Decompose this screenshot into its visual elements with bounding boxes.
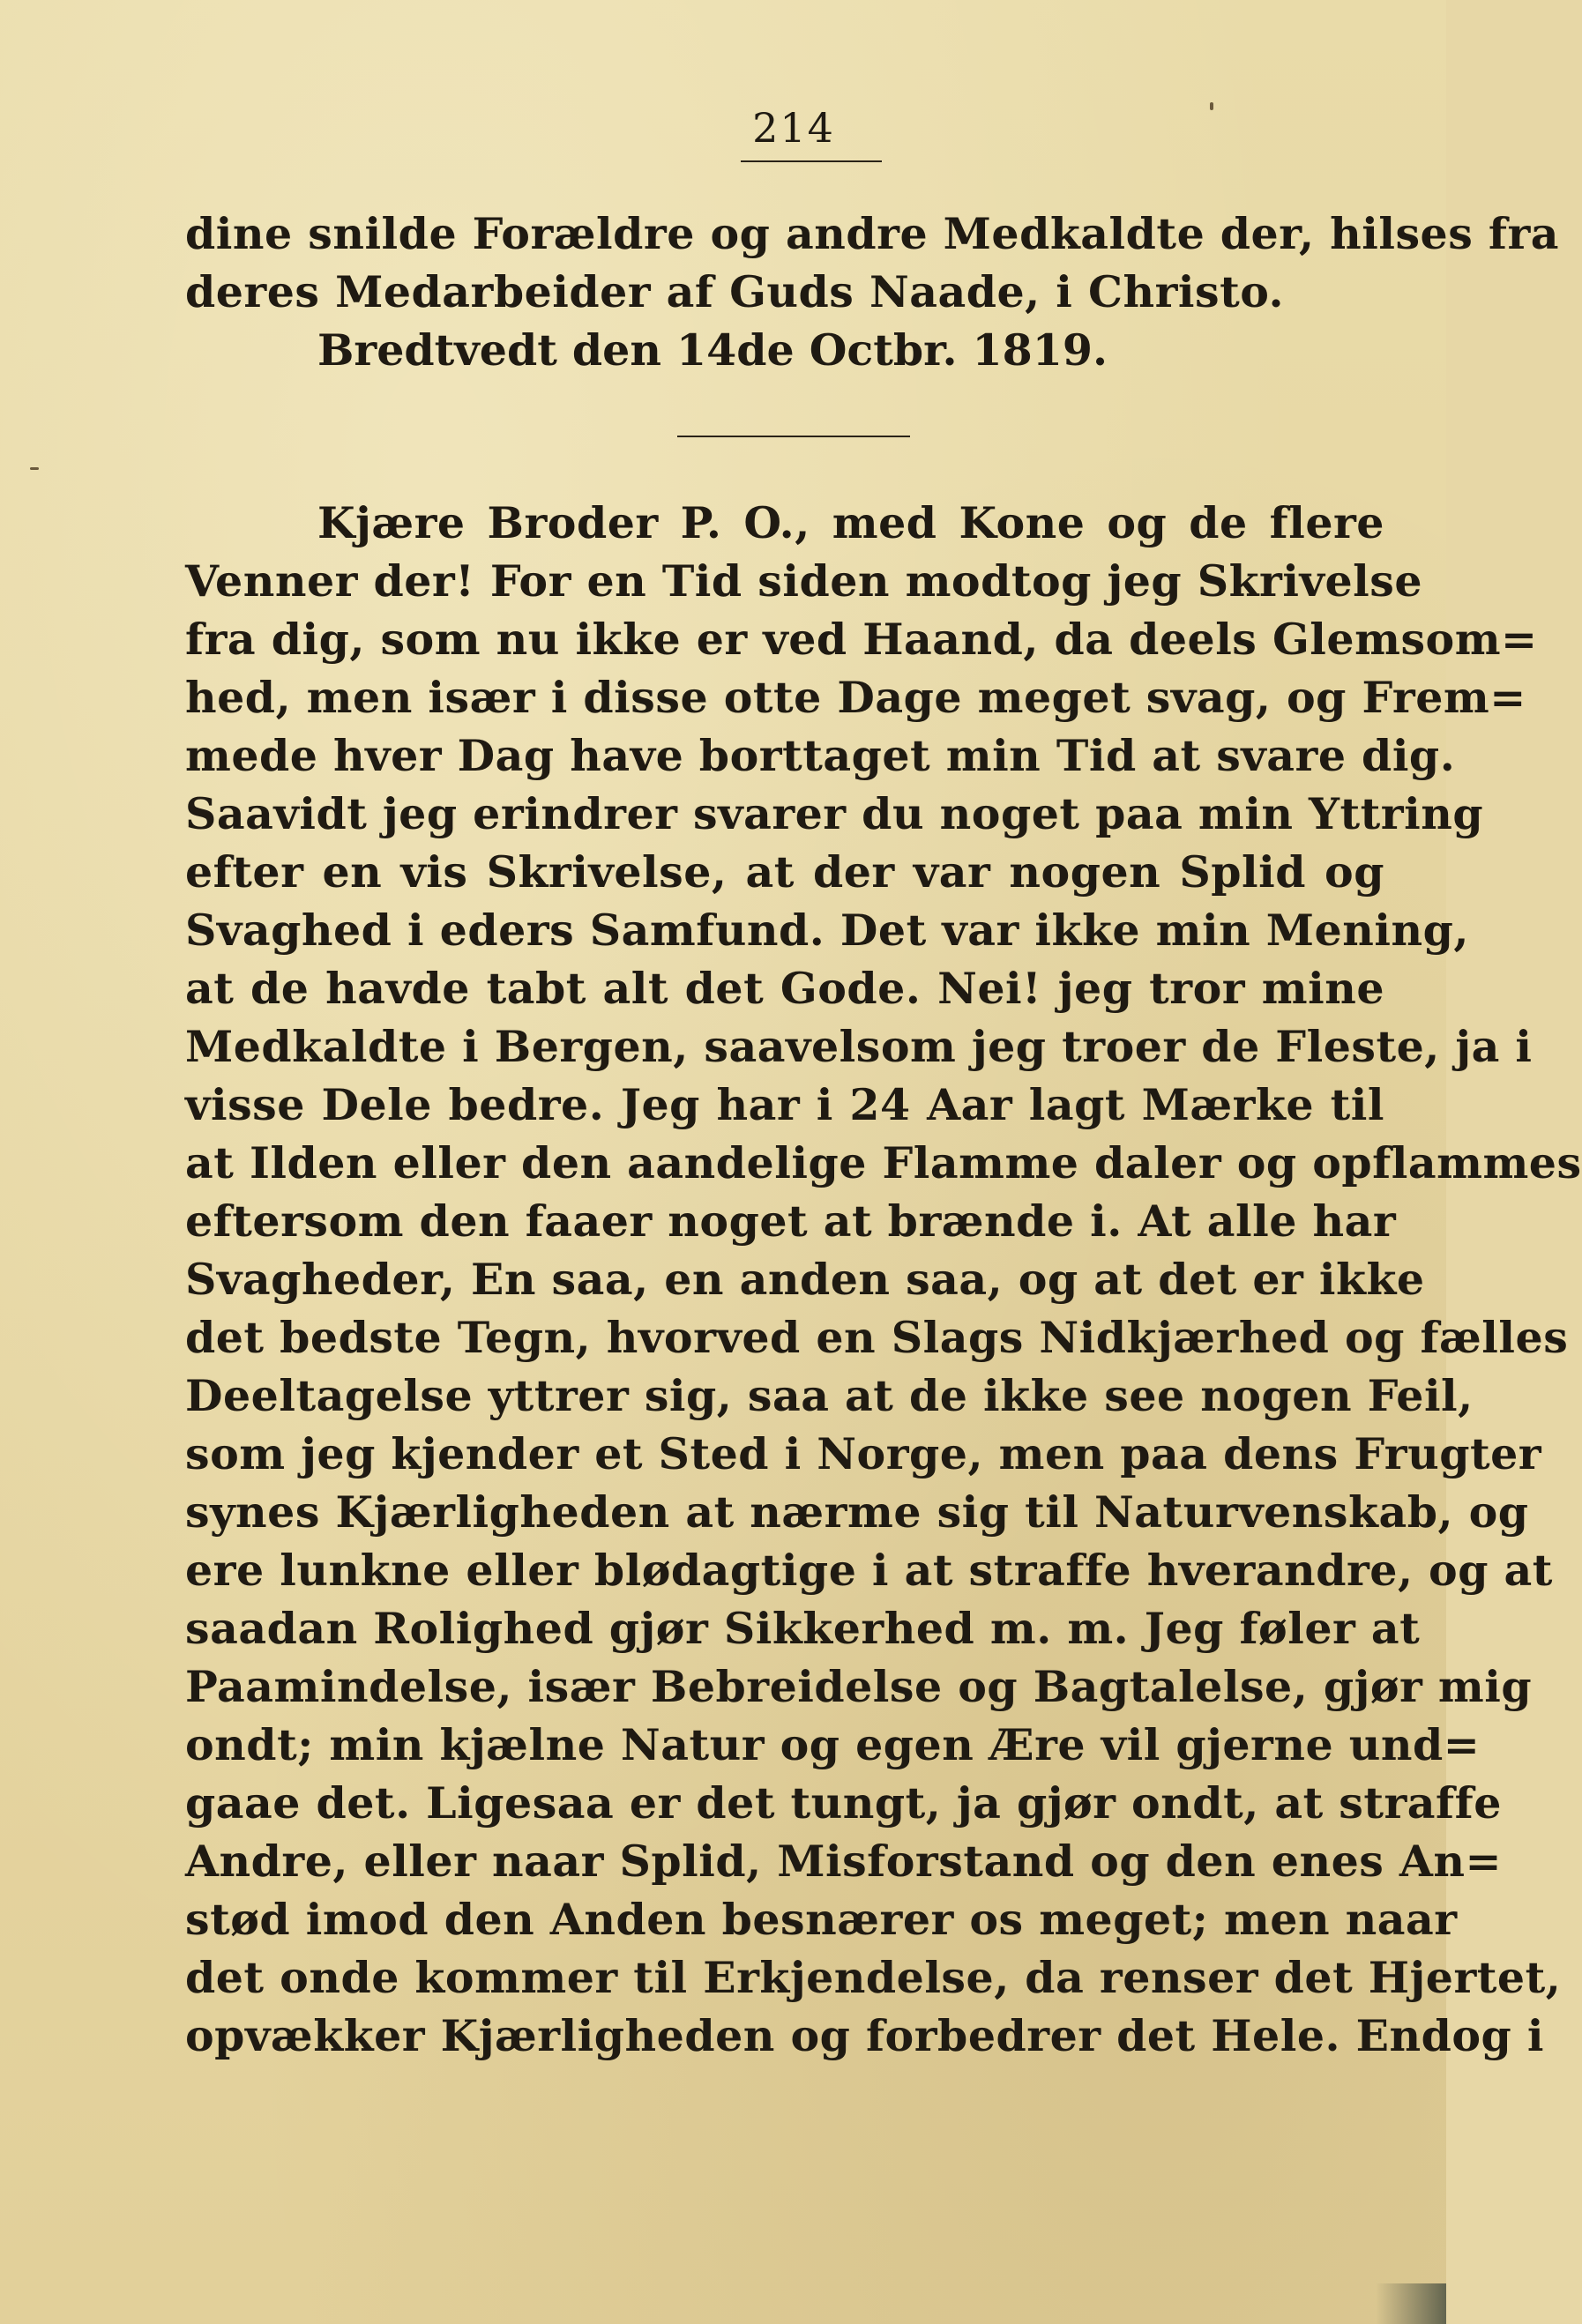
text-line: Andre, eller naar Splid, Misforstand og den enes An= xyxy=(185,1836,1503,1887)
text-line: Paamindelse, især Bebreidelse og Bagtalelse, gjør mig xyxy=(185,1661,1533,1712)
text-line: stød imod den Anden besnærer os meget; men naar xyxy=(185,1894,1458,1945)
salutation-line: Kjære Broder P. O., med Kone og de flere xyxy=(317,497,1384,548)
text-line: at de havde tabt alt det Gode. Nei! jeg tror mine xyxy=(185,963,1384,1014)
text-line: opvækker Kjærligheden og forbedrer det Hele. Endog i xyxy=(185,2010,1544,2061)
text-line: hed, men især i disse otte Dage meget svag, og Frem= xyxy=(185,672,1526,723)
text-line: det onde kommer til Erkjendelse, da renser det Hjertet, xyxy=(185,1952,1562,2003)
scan-edge-shadow xyxy=(1376,2283,1446,2324)
text-line: Venner der! For en Tid siden modtog jeg Skrivelse xyxy=(185,555,1423,607)
section-divider xyxy=(677,436,910,437)
text-line: Deeltagelse yttrer sig, saa at de ikke see nogen Feil, xyxy=(185,1370,1474,1421)
text-line: eftersom den faaer noget at brænde i. At alle har xyxy=(185,1196,1397,1247)
text-line: som jeg kjender et Sted i Norge, men paa dens Frugter xyxy=(185,1428,1542,1479)
paper-speck xyxy=(30,467,39,470)
text-line: Medkaldte i Bergen, saavelsom jeg troer de Fleste, ja i xyxy=(185,1021,1533,1072)
text-line: det bedste Tegn, hvorved en Slags Nidkjærhed og fælles xyxy=(185,1312,1569,1363)
text-line: Svaghed i eders Samfund. Det var ikke min Mening, xyxy=(185,905,1469,956)
letter-closing xyxy=(185,205,1560,321)
paper-speck xyxy=(1210,102,1213,110)
text-line: ondt; min kjælne Natur og egen Ære vil gjerne und= xyxy=(185,1719,1481,1770)
page-number: 214 xyxy=(752,104,835,152)
text-line: Saavidt jeg erindrer svarer du noget paa min Yttring xyxy=(185,788,1484,839)
text-line: visse Dele bedre. Jeg har i 24 Aar lagt Mærke til xyxy=(185,1079,1384,1130)
text-line: ere lunkne eller blødagtige i at straffe hverandre, og at xyxy=(185,1545,1553,1596)
text-line: saadan Rolighed gjør Sikkerhed m. m. Jeg føler at xyxy=(185,1603,1421,1654)
text-line: gaae det. Ligesaa er det tungt, ja gjør ondt, at straffe xyxy=(185,1777,1502,1829)
text-line: deres Medarbeider af Guds Naade, i Christo. xyxy=(185,266,1285,317)
text-line: dine snilde Forældre og andre Medkaldte der, hilses fra xyxy=(185,208,1560,259)
text-line: at Ilden eller den aandelige Flamme daler og opflammes xyxy=(185,1137,1582,1188)
text-line: synes Kjærligheden at nærme sig til Naturvenskab, og xyxy=(185,1486,1529,1538)
letter-body xyxy=(185,494,1582,2065)
text-line: efter en vis Skrivelse, at der var nogen Splid og xyxy=(185,846,1384,898)
text-line: Svagheder, En saa, en anden saa, og at det er ikke xyxy=(185,1254,1425,1305)
page-number-rule xyxy=(741,160,882,162)
text-line: mede hver Dag have borttaget min Tid at svare dig. xyxy=(185,730,1456,781)
letter-dateline: Bredtvedt den 14de Octbr. 1819. xyxy=(317,324,1108,376)
text-line: fra dig, som nu ikke er ved Haand, da deels Glemsom= xyxy=(185,614,1538,665)
